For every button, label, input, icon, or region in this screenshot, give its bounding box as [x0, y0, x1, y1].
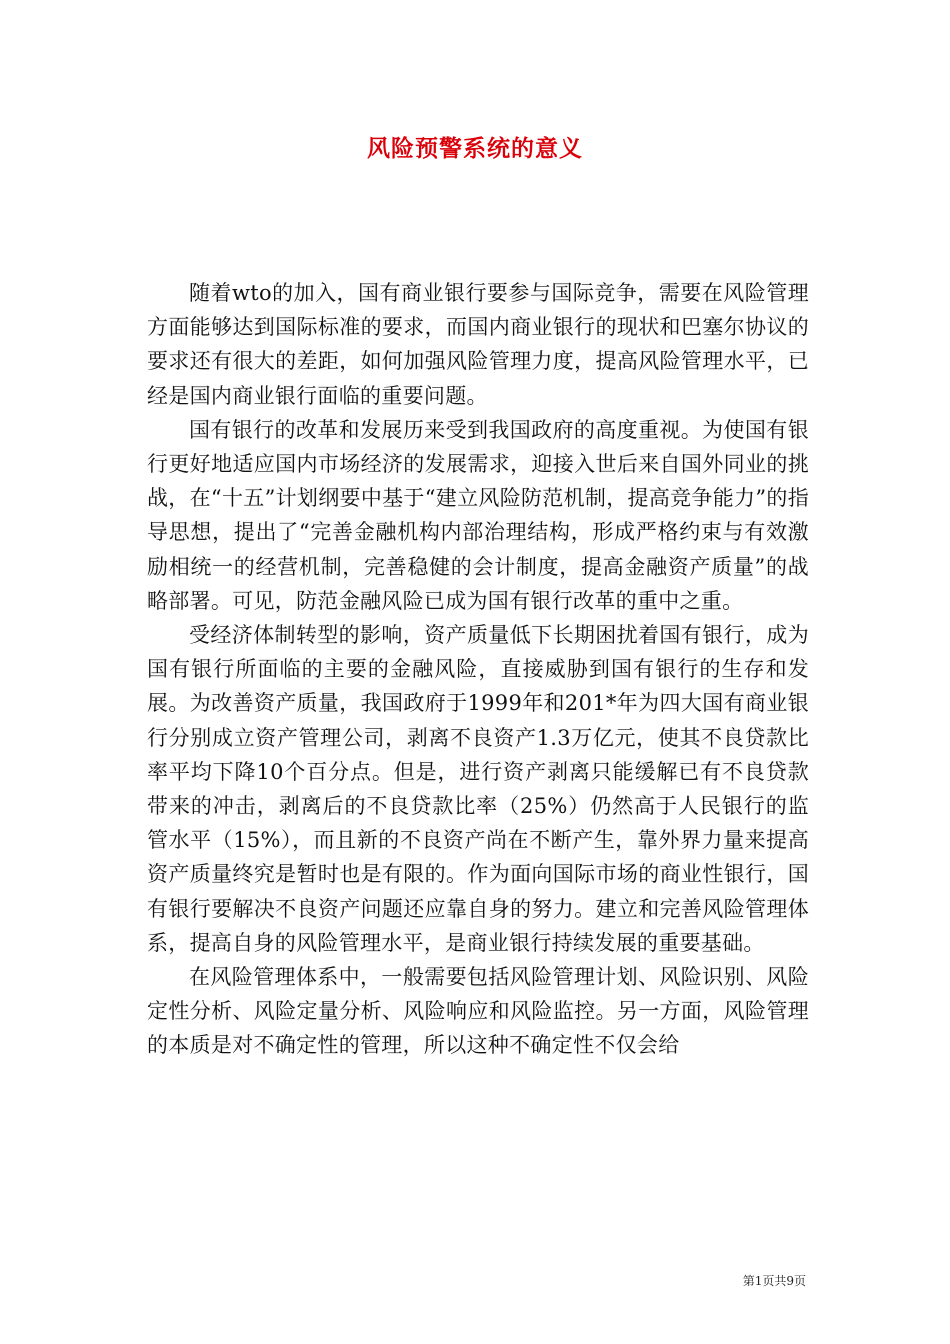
page-number-footer: 第1页共9页 — [742, 1274, 806, 1288]
paragraph: 受经济体制转型的影响，资产质量低下长期困扰着国有银行，成为国有银行所面临的主要的金融风险，直接威胁到国有银行的生存和发展。为改善资产质量，我国政府于1999年和201*年为四大国有商业银行分别成立资产管理公司，剥离不良资产1.3万亿元，使其不良贷款比率平均下降10个百分点。但是，进行资产剥离只能缓解已有不良贷款带来的冲击，剥离后的不良贷款比率（25%）仍然高于人民银行的监管水平（15%），而且新的不良资产尚在不断产生，靠外界力量来提高资产质量终究是暂时也是有限的。作为面向国际市场的商业性银行，国有银行要解决不良资产问题还应靠自身的努力。建立和完善风险管理体系，提高自身的风险管理水平，是商业银行持续发展的重要基础。 — [147, 623, 809, 955]
paragraph: 国有银行的改革和发展历来受到我国政府的高度重视。为使国有银行更好地适应国内市场经济的发展需求，迎接入世后来自国外同业的挑战，在“十五”计划纲要中基于“建立风险防范机制，提高竞争能力”的指导思想，提出了“完善金融机构内部治理结构，形成严格约束与有效激励相统一的经营机制，完善稳健的会计制度，提高金融资产质量”的战略部署。可见，防范金融风险已成为国有银行改革的重中之重。 — [147, 417, 809, 613]
paragraph: 随着wto的加入，国有商业银行要参与国际竞争，需要在风险管理方面能够达到国际标准的要求，而国内商业银行的现状和巴塞尔协议的要求还有很大的差距，如何加强风险管理力度，提高风险管理水平，已经是国内商业银行面临的重要问题。 — [147, 281, 809, 408]
document-title: 风险预警系统的意义 — [367, 135, 583, 162]
document-body — [147, 276, 809, 1063]
paragraph: 在风险管理体系中，一般需要包括风险管理计划、风险识别、风险定性分析、风险定量分析、风险响应和风险监控。另一方面，风险管理的本质是对不确定性的管理，所以这种不确定性不仅会给 — [147, 965, 809, 1058]
